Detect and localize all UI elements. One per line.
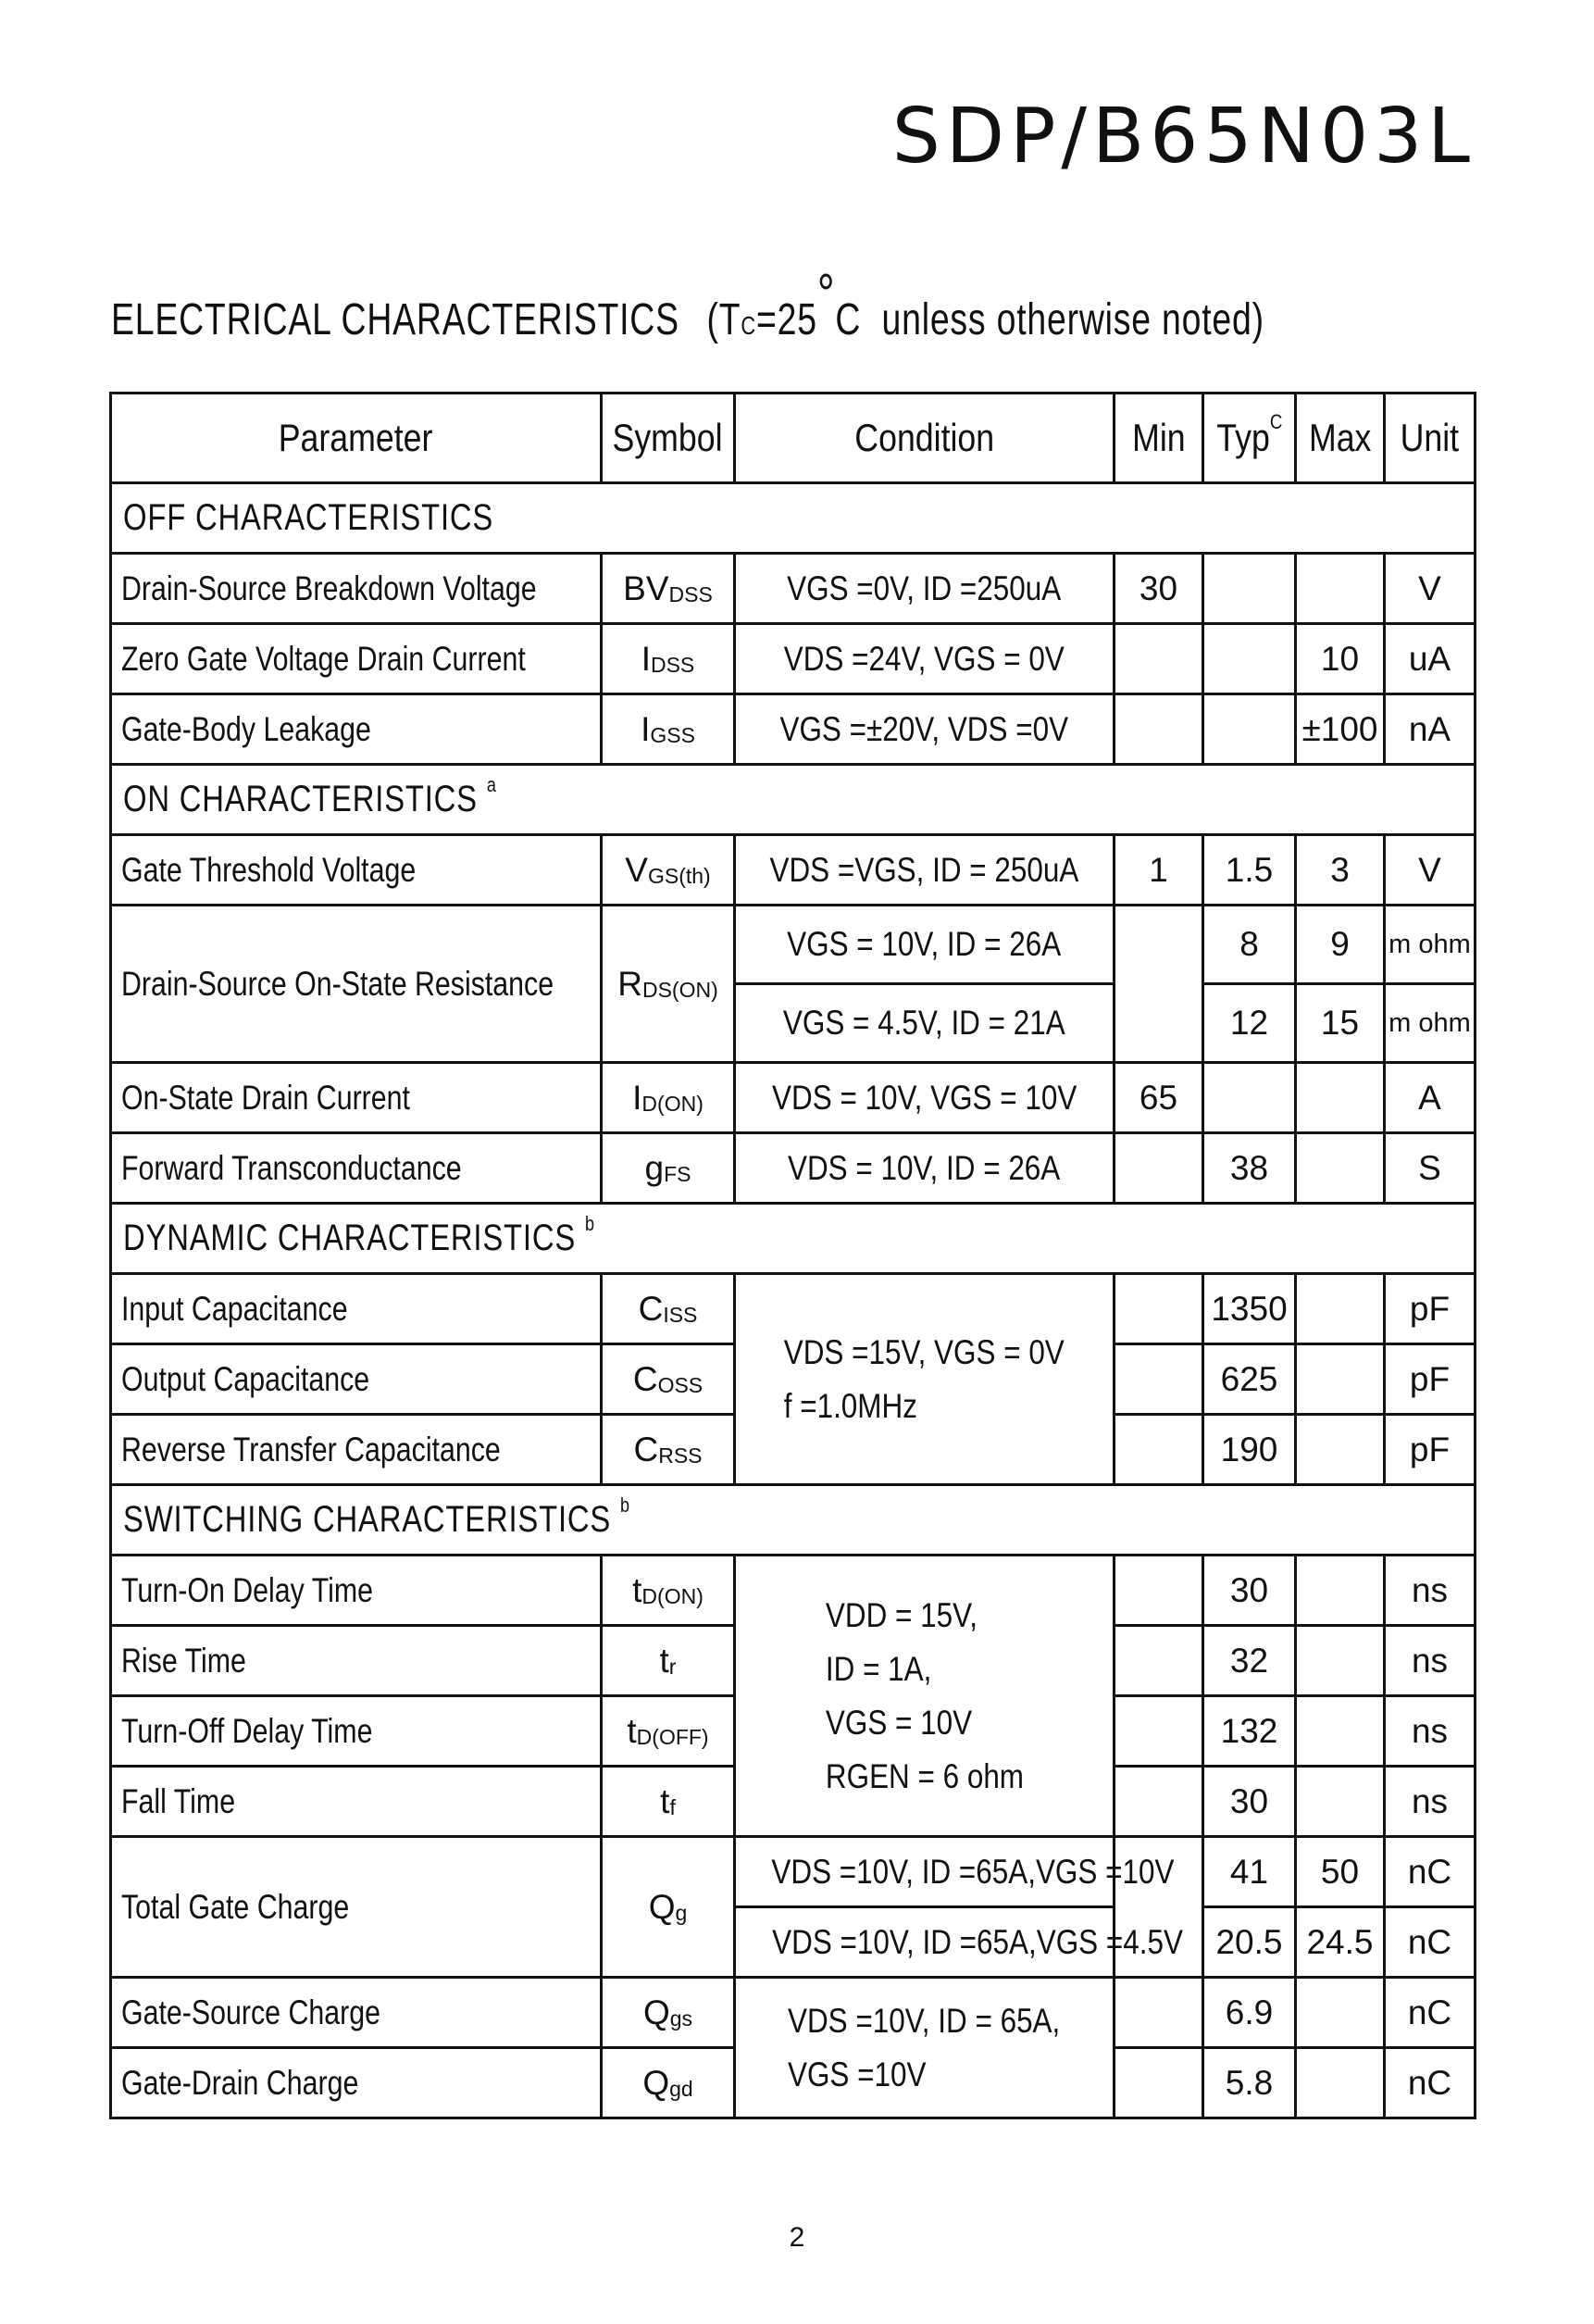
section-dynamic-label: DYNAMIC CHARACTERISTICS $^b$ <box>111 1204 1476 1274</box>
table-row-tdon <box>111 1556 1476 1626</box>
unit-gfs: S <box>1385 1133 1476 1204</box>
unit-rdson-1: m ohm <box>1385 906 1476 984</box>
typ-gfs: 38 <box>1203 1133 1296 1204</box>
param-rdson: Drain-Source On-State Resistance <box>111 906 602 1063</box>
param-bvdss: Drain-Source Breakdown Voltage <box>111 554 602 624</box>
heading-note: unless otherwise noted) <box>881 295 1264 344</box>
min-vgsth: 1 <box>1115 835 1203 906</box>
typ-igss <box>1203 694 1296 765</box>
unit-igss: nA <box>1385 694 1476 765</box>
max-rdson-1: 9 <box>1296 906 1385 984</box>
degree-symbol: ° <box>816 263 836 325</box>
condition-qg-2: VDS =10V, ID =65A,VGS =4.5V <box>735 1907 1115 1978</box>
header-unit: Unit <box>1385 394 1476 483</box>
min-gfs <box>1115 1133 1203 1204</box>
typ-tdon: 30 <box>1203 1556 1296 1626</box>
unit-qgs: nC <box>1385 1978 1476 2048</box>
typ-idss <box>1203 624 1296 694</box>
table-header-row <box>111 394 1476 483</box>
symbol-bvdss: $BV_{DSS}$ <box>602 554 735 624</box>
section-heading <box>111 263 1264 345</box>
symbol-coss: $C_{OSS}$ <box>602 1344 735 1415</box>
param-qg: Total Gate Charge <box>111 1837 602 1978</box>
min-ciss <box>1115 1274 1203 1344</box>
min-idon: 65 <box>1115 1063 1203 1133</box>
condition-idss: VDS =24V, VGS = 0V <box>735 624 1115 694</box>
table-row-idss <box>111 624 1476 694</box>
unit-tdon: ns <box>1385 1556 1476 1626</box>
max-tdoff <box>1296 1696 1385 1767</box>
condition-gfs: VDS = 10V, ID = 26A <box>735 1133 1115 1204</box>
max-ciss <box>1296 1274 1385 1344</box>
section-off-label: OFF CHARACTERISTICS <box>111 483 1476 554</box>
table-row-qgs <box>111 1978 1476 2048</box>
header-symbol: Symbol <box>602 394 735 483</box>
section-switching-label: SWITCHING CHARACTERISTICS $^b$ <box>111 1485 1476 1556</box>
max-qg-2: 24.5 <box>1296 1907 1385 1978</box>
param-tf: Fall Time <box>111 1767 602 1837</box>
max-qg-1: 50 <box>1296 1837 1385 1907</box>
min-tdon <box>1115 1556 1203 1626</box>
min-tf <box>1115 1767 1203 1837</box>
table-row-gfs <box>111 1133 1476 1204</box>
min-qgd <box>1115 2048 1203 2118</box>
max-tdon <box>1296 1556 1385 1626</box>
unit-bvdss: V <box>1385 554 1476 624</box>
condition-rdson-1: VGS = 10V, ID = 26A <box>735 906 1115 984</box>
min-idss <box>1115 624 1203 694</box>
param-igss: Gate-Body Leakage <box>111 694 602 765</box>
param-gfs: Forward Transconductance <box>111 1133 602 1204</box>
min-crss <box>1115 1415 1203 1485</box>
param-idss: Zero Gate Voltage Drain Current <box>111 624 602 694</box>
condition-capacitance <box>735 1274 1115 1485</box>
symbol-tf: $t_f$ <box>602 1767 735 1837</box>
section-row-on <box>111 765 1476 835</box>
max-gfs <box>1296 1133 1385 1204</box>
max-coss <box>1296 1344 1385 1415</box>
typ-idon <box>1203 1063 1296 1133</box>
switching-condition-1: VDD = 15V, <box>825 1595 978 1634</box>
section-on-label: ON CHARACTERISTICS $^a$ <box>111 765 1476 835</box>
symbol-tr: $t_r$ <box>602 1626 735 1696</box>
typ-bvdss <box>1203 554 1296 624</box>
unit-qg-2: nC <box>1385 1907 1476 1978</box>
capacitance-condition-2: f =1.0MHz <box>783 1386 918 1425</box>
header-condition: Condition <box>735 394 1115 483</box>
condition-idon: VDS = 10V, VGS = 10V <box>735 1063 1115 1133</box>
unit-tf: ns <box>1385 1767 1476 1837</box>
param-ciss: Input Capacitance <box>111 1274 602 1344</box>
symbol-idon: $I_{D(ON)}$ <box>602 1063 735 1133</box>
typ-ciss: 1350 <box>1203 1274 1296 1344</box>
switching-condition-2: ID = 1A, <box>825 1649 931 1688</box>
on-footnote: a <box>486 773 497 796</box>
typ-qg-1: 41 <box>1203 1837 1296 1907</box>
symbol-rdson: $R_{DS(ON)}$ <box>602 906 735 1063</box>
symbol-tdon: $t_{D(ON)}$ <box>602 1556 735 1626</box>
max-idss: 10 <box>1296 624 1385 694</box>
electrical-characteristics-table <box>109 392 1476 2119</box>
gate-charge-condition-1: VDS =10V, ID = 65A, <box>788 2001 1061 2040</box>
heading-tc-sub: C <box>741 311 756 340</box>
max-tf <box>1296 1767 1385 1837</box>
typ-qgd: 5.8 <box>1203 2048 1296 2118</box>
typ-rdson-1: 8 <box>1203 906 1296 984</box>
typ-vgsth: 1.5 <box>1203 835 1296 906</box>
param-tdoff: Turn-Off Delay Time <box>111 1696 602 1767</box>
typ-coss: 625 <box>1203 1344 1296 1415</box>
unit-ciss: pF <box>1385 1274 1476 1344</box>
symbol-crss: $C_{RSS}$ <box>602 1415 735 1485</box>
condition-rdson-2: VGS = 4.5V, ID = 21A <box>735 984 1115 1063</box>
min-qgs <box>1115 1978 1203 2048</box>
typ-tr: 32 <box>1203 1626 1296 1696</box>
header-max: Max <box>1296 394 1385 483</box>
page-number: 2 <box>789 2222 805 2253</box>
param-vgsth: Gate Threshold Voltage <box>111 835 602 906</box>
condition-switching <box>735 1556 1115 1837</box>
heading-text: ELECTRICAL CHARACTERISTICS <box>111 295 679 344</box>
symbol-qg: $Q_g$ <box>602 1837 735 1978</box>
table-row-ciss <box>111 1274 1476 1344</box>
symbol-vgsth: $V_{GS(th)}$ <box>602 835 735 906</box>
min-tr <box>1115 1626 1203 1696</box>
typ-qgs: 6.9 <box>1203 1978 1296 2048</box>
table-row-vgsth <box>111 835 1476 906</box>
unit-rdson-2: m ohm <box>1385 984 1476 1063</box>
symbol-tdoff: $t_{D(OFF)}$ <box>602 1696 735 1767</box>
condition-qg-1: VDS =10V, ID =65A,VGS =10V <box>735 1837 1115 1907</box>
max-vgsth: 3 <box>1296 835 1385 906</box>
param-qgd: Gate-Drain Charge <box>111 2048 602 2118</box>
table-row-qg-1 <box>111 1837 1476 1907</box>
table-row-rdson-1 <box>111 906 1476 984</box>
dynamic-footnote: b <box>584 1212 595 1235</box>
min-igss <box>1115 694 1203 765</box>
max-qgs <box>1296 1978 1385 2048</box>
switching-condition-4: RGEN = 6 ohm <box>825 1756 1024 1795</box>
header-parameter: Parameter <box>111 394 602 483</box>
heading-condition-open: (T <box>706 295 741 344</box>
condition-gate-charge <box>735 1978 1115 2118</box>
condition-igss: VGS =±20V, VDS =0V <box>735 694 1115 765</box>
max-igss: ±100 <box>1296 694 1385 765</box>
min-coss <box>1115 1344 1203 1415</box>
min-rdson <box>1115 906 1203 1063</box>
typ-crss: 190 <box>1203 1415 1296 1485</box>
symbol-ciss: $C_{ISS}$ <box>602 1274 735 1344</box>
switching-condition-3: VGS = 10V <box>825 1703 972 1742</box>
condition-vgsth: VDS =VGS, ID = 250uA <box>735 835 1115 906</box>
gate-charge-condition-2: VGS =10V <box>788 2055 927 2093</box>
symbol-igss: $I_{GSS}$ <box>602 694 735 765</box>
header-typ: Typ$^C$ <box>1203 394 1296 483</box>
condition-bvdss: VGS =0V, ID =250uA <box>735 554 1115 624</box>
symbol-gfs: $g_{FS}$ <box>602 1133 735 1204</box>
unit-vgsth: V <box>1385 835 1476 906</box>
symbol-qgd: $Q_{gd}$ <box>602 2048 735 2118</box>
heading-celsius: C <box>835 295 862 344</box>
typ-qg-2: 20.5 <box>1203 1907 1296 1978</box>
table-row-igss <box>111 694 1476 765</box>
typ-tf: 30 <box>1203 1767 1296 1837</box>
unit-qgd: nC <box>1385 2048 1476 2118</box>
max-crss <box>1296 1415 1385 1485</box>
param-tr: Rise Time <box>111 1626 602 1696</box>
switching-footnote: b <box>620 1493 630 1517</box>
unit-idss: uA <box>1385 624 1476 694</box>
unit-idon: A <box>1385 1063 1476 1133</box>
max-tr <box>1296 1626 1385 1696</box>
typ-footnote: C <box>1269 410 1283 433</box>
param-idon: On-State Drain Current <box>111 1063 602 1133</box>
typ-rdson-2: 12 <box>1203 984 1296 1063</box>
symbol-idss: $I_{DSS}$ <box>602 624 735 694</box>
typ-tdoff: 132 <box>1203 1696 1296 1767</box>
param-coss: Output Capacitance <box>111 1344 602 1415</box>
table-row-idon <box>111 1063 1476 1133</box>
max-qgd <box>1296 2048 1385 2118</box>
document-title: SDP/B65N03L <box>891 93 1476 181</box>
symbol-qgs: $Q_{gs}$ <box>602 1978 735 2048</box>
unit-qg-1: nC <box>1385 1837 1476 1907</box>
heading-temp: =25 <box>755 295 817 344</box>
max-idon <box>1296 1063 1385 1133</box>
min-tdoff <box>1115 1696 1203 1767</box>
table-row-bvdss <box>111 554 1476 624</box>
unit-tr: ns <box>1385 1626 1476 1696</box>
unit-crss: pF <box>1385 1415 1476 1485</box>
param-tdon: Turn-On Delay Time <box>111 1556 602 1626</box>
unit-tdoff: ns <box>1385 1696 1476 1767</box>
capacitance-condition-1: VDS =15V, VGS = 0V <box>783 1332 1065 1371</box>
max-bvdss <box>1296 554 1385 624</box>
header-min: Min <box>1115 394 1203 483</box>
param-qgs: Gate-Source Charge <box>111 1978 602 2048</box>
section-row-dynamic <box>111 1204 1476 1274</box>
param-crss: Reverse Transfer Capacitance <box>111 1415 602 1485</box>
min-bvdss: 30 <box>1115 554 1203 624</box>
max-rdson-2: 15 <box>1296 984 1385 1063</box>
section-row-switching <box>111 1485 1476 1556</box>
section-row-off <box>111 483 1476 554</box>
unit-coss: pF <box>1385 1344 1476 1415</box>
